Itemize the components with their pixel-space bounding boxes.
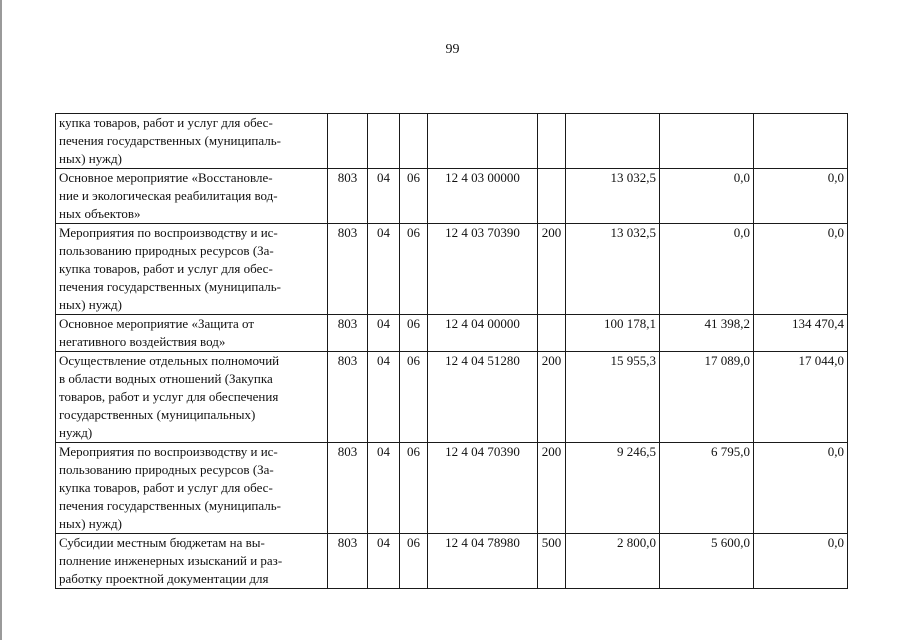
row-name-line: ных объектов»	[59, 206, 141, 221]
row-name-cell	[56, 443, 328, 534]
ministry-code-cell: 803	[328, 443, 368, 534]
row-name-line: полнение инженерных изысканий и раз-	[59, 553, 283, 568]
row-name-line: Мероприятия по воспроизводству и ис-	[59, 225, 278, 240]
subsection-code-cell: 06	[400, 352, 428, 443]
row-name-cell	[56, 315, 328, 352]
ministry-code-cell: 803	[328, 224, 368, 315]
amount-year3-cell: 0,0	[754, 443, 848, 534]
ministry-code-cell	[328, 114, 368, 169]
expense-kind-cell: 200	[538, 443, 566, 534]
target-article-cell: 12 4 04 00000	[428, 315, 538, 352]
row-name-cell	[56, 169, 328, 224]
amount-year2-cell: 5 600,0	[660, 534, 754, 589]
amount-year3-cell: 0,0	[754, 534, 848, 589]
expense-kind-cell: 500	[538, 534, 566, 589]
section-code-cell	[368, 114, 400, 169]
table-row	[56, 534, 848, 589]
row-name-line: работку проектной документации для	[59, 571, 269, 586]
budget-table	[55, 113, 848, 589]
expense-kind-cell: 200	[538, 352, 566, 443]
amount-year3-cell: 0,0	[754, 169, 848, 224]
amount-year1-cell: 9 246,5	[566, 443, 660, 534]
row-name-line: нужд)	[59, 425, 93, 440]
row-name-line: пользованию природных ресурсов (За-	[59, 462, 274, 477]
amount-year1-cell	[566, 114, 660, 169]
row-name-cell	[56, 534, 328, 589]
amount-year1-cell: 13 032,5	[566, 224, 660, 315]
target-article-cell: 12 4 04 70390	[428, 443, 538, 534]
row-name-line: Мероприятия по воспроизводству и ис-	[59, 444, 278, 459]
subsection-code-cell: 06	[400, 224, 428, 315]
target-article-cell: 12 4 04 78980	[428, 534, 538, 589]
row-name-line: ние и экологическая реабилитация вод-	[59, 188, 278, 203]
row-name-line: печения государственных (муниципаль-	[59, 498, 282, 513]
section-code-cell: 04	[368, 534, 400, 589]
ministry-code-cell: 803	[328, 169, 368, 224]
amount-year1-cell: 100 178,1	[566, 315, 660, 352]
target-article-cell: 12 4 04 51280	[428, 352, 538, 443]
row-name-line: купка товаров, работ и услуг для обес-	[59, 480, 273, 495]
row-name-line: ных) нужд)	[59, 151, 122, 166]
row-name-cell	[56, 352, 328, 443]
subsection-code-cell: 06	[400, 315, 428, 352]
row-name-line: печения государственных (муниципаль-	[59, 133, 282, 148]
row-name-line: Основное мероприятие «Защита от	[59, 316, 255, 331]
amount-year2-cell: 41 398,2	[660, 315, 754, 352]
table-body	[56, 114, 848, 589]
subsection-code-cell: 06	[400, 443, 428, 534]
amount-year1-cell: 2 800,0	[566, 534, 660, 589]
section-code-cell: 04	[368, 352, 400, 443]
row-name-line: купка товаров, работ и услуг для обес-	[59, 115, 273, 130]
table-row	[56, 443, 848, 534]
expense-kind-cell	[538, 169, 566, 224]
ministry-code-cell: 803	[328, 315, 368, 352]
section-code-cell: 04	[368, 169, 400, 224]
table-row	[56, 224, 848, 315]
row-name-line: купка товаров, работ и услуг для обес-	[59, 261, 273, 276]
expense-kind-cell	[538, 315, 566, 352]
amount-year3-cell: 17 044,0	[754, 352, 848, 443]
scan-left-edge	[0, 0, 2, 640]
ministry-code-cell: 803	[328, 534, 368, 589]
subsection-code-cell: 06	[400, 534, 428, 589]
amount-year3-cell	[754, 114, 848, 169]
table-row	[56, 114, 848, 169]
row-name-line: ных) нужд)	[59, 516, 122, 531]
ministry-code-cell: 803	[328, 352, 368, 443]
amount-year3-cell: 0,0	[754, 224, 848, 315]
row-name-line: пользованию природных ресурсов (За-	[59, 243, 274, 258]
section-code-cell: 04	[368, 224, 400, 315]
row-name-line: в области водных отношений (Закупка	[59, 371, 273, 386]
table-row	[56, 352, 848, 443]
target-article-cell: 12 4 03 00000	[428, 169, 538, 224]
row-name-line: Основное мероприятие «Восстановле-	[59, 170, 273, 185]
table-row	[56, 315, 848, 352]
amount-year1-cell: 15 955,3	[566, 352, 660, 443]
expense-kind-cell: 200	[538, 224, 566, 315]
row-name-line: государственных (муниципальных)	[59, 407, 256, 422]
subsection-code-cell: 06	[400, 169, 428, 224]
amount-year2-cell: 0,0	[660, 169, 754, 224]
amount-year2-cell: 17 089,0	[660, 352, 754, 443]
target-article-cell	[428, 114, 538, 169]
row-name-cell	[56, 114, 328, 169]
amount-year2-cell	[660, 114, 754, 169]
amount-year2-cell: 6 795,0	[660, 443, 754, 534]
row-name-line: негативного воздействия вод»	[59, 334, 226, 349]
amount-year1-cell: 13 032,5	[566, 169, 660, 224]
row-name-line: печения государственных (муниципаль-	[59, 279, 282, 294]
amount-year2-cell: 0,0	[660, 224, 754, 315]
row-name-line: ных) нужд)	[59, 297, 122, 312]
row-name-line: Субсидии местным бюджетам на вы-	[59, 535, 265, 550]
amount-year3-cell: 134 470,4	[754, 315, 848, 352]
expense-kind-cell	[538, 114, 566, 169]
target-article-cell: 12 4 03 70390	[428, 224, 538, 315]
row-name-cell	[56, 224, 328, 315]
page-number: 99	[445, 42, 460, 57]
section-code-cell: 04	[368, 315, 400, 352]
row-name-line: Осуществление отдельных полномочий	[59, 353, 280, 368]
section-code-cell: 04	[368, 443, 400, 534]
subsection-code-cell	[400, 114, 428, 169]
row-name-line: товаров, работ и услуг для обеспечения	[59, 389, 279, 404]
table-row	[56, 169, 848, 224]
